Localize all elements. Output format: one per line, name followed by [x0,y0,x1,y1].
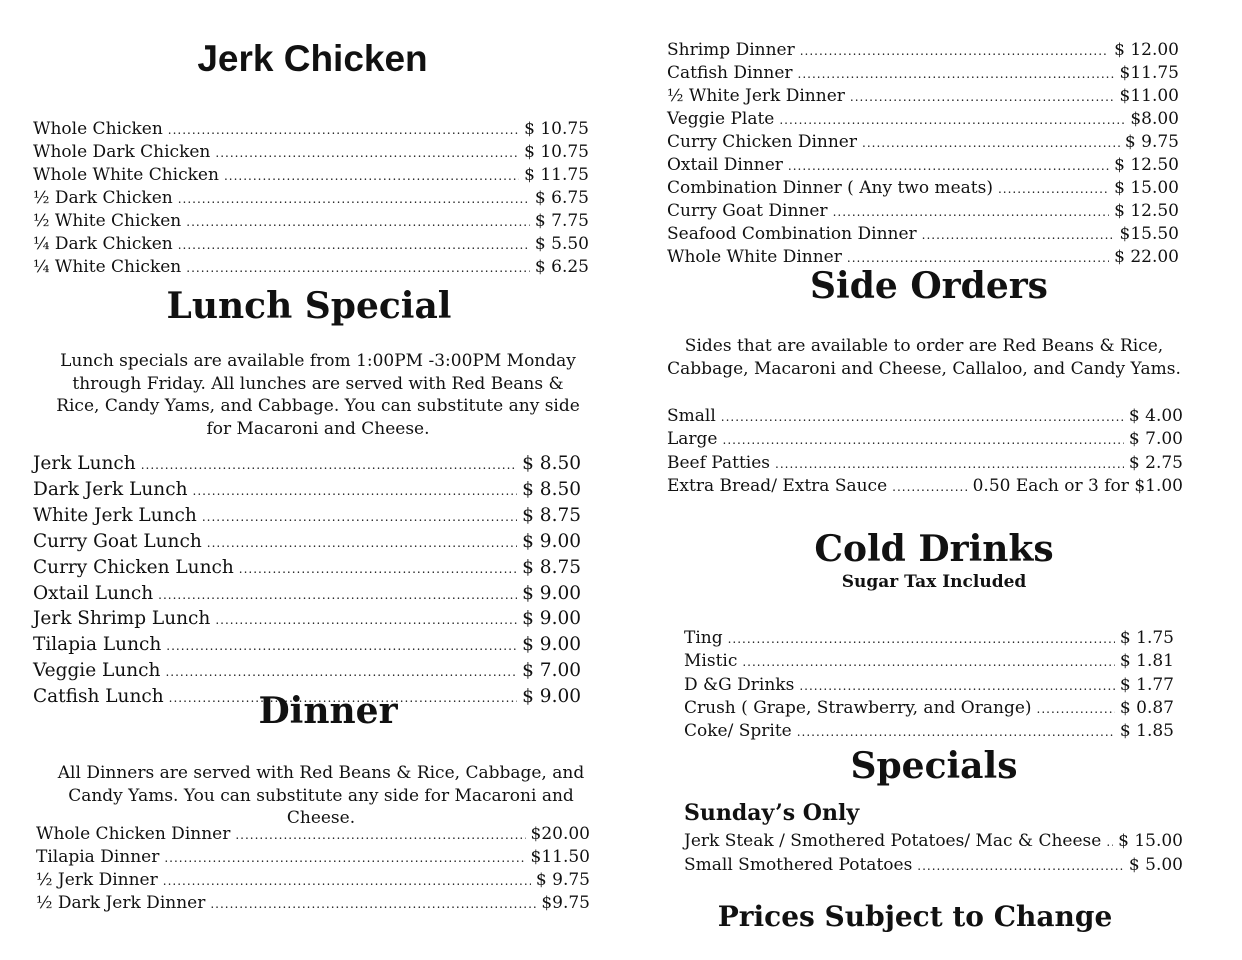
item-name: Ting [684,628,723,648]
dinner-item [667,85,1179,108]
item-price: $ 7.00 [522,660,581,682]
item-price: $ 9.00 [522,634,581,656]
jerk-chicken-item [33,210,589,233]
drink-item [684,720,1174,743]
dot-leader [215,142,519,164]
dot-leader [210,893,536,915]
cold-drinks-heading: Cold Drinks [814,528,1054,570]
item-name: Curry Goat Dinner [667,201,828,221]
side-orders-list [667,405,1183,498]
item-price: $ 8.75 [522,556,581,578]
dot-leader [178,188,530,210]
side-order-item [667,428,1183,451]
jerk-chicken-item [33,164,589,187]
cold-drinks-subtitle: Sugar Tax Included [841,572,1027,592]
item-name: Dark Jerk Lunch [33,478,188,500]
item-price: $ 9.00 [522,686,581,708]
item-name: Whole Chicken Dinner [36,824,231,844]
dot-leader [186,211,530,233]
specials-heading: Specials [850,745,1018,787]
dot-leader [788,155,1109,177]
dinner-item [667,154,1179,177]
dot-leader [202,506,517,530]
item-price: $ 10.75 [524,142,589,162]
item-name: Crush ( Grape, Strawberry, and Orange) [684,697,1032,718]
item-name: Whole Dark Chicken [33,142,211,162]
drink-item [684,627,1174,650]
item-name: Small [667,406,716,426]
item-name: Veggie Lunch [33,660,161,682]
dinner-item [36,869,590,892]
item-price: $ 2.75 [1128,452,1183,473]
item-name: Oxtail Dinner [667,155,783,175]
dot-leader [164,847,525,869]
lunch-item [33,452,581,478]
item-price: $ 7.75 [534,211,589,231]
drink-item [684,697,1174,720]
dot-leader [742,651,1115,673]
lunch-item [33,659,581,685]
jerk-chicken-item [33,256,589,279]
item-price: $11.75 [1119,63,1179,83]
sundays-only-subheading: Sunday’s Only [684,800,860,826]
item-name: Curry Chicken Lunch [33,556,234,578]
specials-list [684,830,1183,877]
side-order-item [667,405,1183,428]
item-price: $ 5.50 [534,234,589,254]
dot-leader [721,406,1124,428]
lunch-special-description: Lunch specials are available from 1:00PM -3:00PM Monday through Friday. All lunches are served with Red Beans & Rice, Candy Yams, and Cabbage. You can substitute any side for Macaroni and Cheese. [56,351,580,439]
item-price: $ 15.00 [1114,178,1179,198]
side-orders-heading: Side Orders [810,265,1048,307]
dinner-heading: Dinner [258,690,398,732]
dot-leader [728,628,1115,650]
prices-note: Prices Subject to Change [717,900,1113,933]
item-price: $ 15.00 [1118,831,1183,851]
dot-leader [797,721,1115,743]
item-name: Curry Goat Lunch [33,530,202,552]
item-name: Seafood Combination Dinner [667,224,917,244]
item-name: Combination Dinner ( Any two meats) [667,178,993,198]
lunch-item [33,633,581,659]
dot-leader [207,532,517,556]
item-price: 0.50 Each or 3 for $1.00 [972,475,1183,496]
item-name: ¼ Dark Chicken [33,234,173,254]
dot-leader [798,63,1115,85]
lunch-item [33,478,581,504]
dinner-item [667,108,1179,131]
jerk-chicken-item [33,187,589,210]
drink-item [684,674,1174,697]
item-name: Catfish Lunch [33,686,164,708]
dot-leader [922,224,1115,246]
item-price: $ 9.00 [522,608,581,630]
item-name: ½ White Chicken [33,211,182,231]
item-name: Curry Chicken Dinner [667,132,857,152]
special-item [684,830,1183,854]
dot-leader [1037,698,1115,720]
item-price: $ 6.75 [534,188,589,208]
item-price: $ 7.00 [1128,429,1183,450]
item-price: $11.50 [530,847,590,867]
item-price: $ 1.77 [1119,674,1174,695]
item-name: Catfish Dinner [667,63,793,83]
jerk-chicken-item [33,141,589,164]
item-name: ½ White Jerk Dinner [667,86,845,106]
dot-leader [235,824,525,846]
dinner-item [667,62,1179,85]
item-price: $ 12.00 [1114,40,1179,60]
dinner-item [667,39,1179,62]
item-price: $11.00 [1119,86,1179,106]
dot-leader [163,870,531,892]
item-name: Mistic [684,651,738,672]
item-name: Jerk Lunch [33,453,136,474]
item-name: Large [667,429,718,450]
dinner-item [667,131,1179,154]
item-price: $ 4.00 [1128,406,1183,426]
item-name: Coke/ Sprite [684,721,792,742]
item-price: $ 0.87 [1119,697,1174,718]
item-price: $ 9.00 [522,530,581,552]
item-name: Extra Bread/ Extra Sauce [667,475,888,496]
dot-leader [193,480,518,504]
item-price: $ 9.75 [1124,132,1179,152]
item-price: $ 9.75 [535,870,590,890]
item-price: $ 10.75 [524,119,589,139]
dot-leader [775,453,1124,475]
lunch-item [33,582,581,608]
lunch-item [33,607,581,633]
dot-leader [166,635,517,659]
item-name: Oxtail Lunch [33,582,154,604]
special-item [684,854,1183,878]
item-price: $ 1.85 [1119,721,1174,742]
dot-leader [165,661,517,685]
item-price: $ 9.00 [522,582,581,604]
dot-leader [1106,831,1113,854]
item-name: ¼ White Chicken [33,257,182,277]
item-price: $ 11.75 [524,165,589,185]
jerk-chicken-heading: Jerk Chicken [197,38,428,79]
item-price: $ 8.75 [522,504,581,526]
dot-leader [799,675,1115,697]
drink-item [684,650,1174,673]
dot-leader [141,454,517,478]
dinner-description: All Dinners are served with Red Beans & Rice, Cabbage, and Candy Yams. You can substitute any side for Macaroni and Cheese. [57,763,585,828]
item-price: $9.75 [541,893,590,913]
item-price: $ 8.50 [522,453,581,474]
dinner-item [667,200,1179,223]
lunch-item [33,530,581,556]
dinner-item [667,177,1179,200]
lunch-special-list [33,452,581,711]
item-name: ½ Dark Jerk Dinner [36,893,206,913]
dot-leader [833,201,1110,223]
side-order-item [667,452,1183,475]
lunch-item [33,504,581,530]
item-name: ½ Jerk Dinner [36,870,158,890]
item-name: Whole White Dinner [667,247,842,267]
dinner-item [36,823,590,846]
item-price: $ 5.00 [1128,854,1183,875]
dot-leader [168,119,519,141]
dinner-list-continued [667,39,1179,269]
item-price: $ 6.25 [534,257,589,277]
dot-leader [158,584,517,608]
item-price: $ 12.50 [1114,201,1179,221]
dinner-list [36,823,590,915]
jerk-chicken-item [33,233,589,256]
dot-leader [224,165,519,187]
side-orders-description: Sides that are available to order are Red Beans & Rice, Cabbage, Macaroni and Cheese, Callaloo, and Candy Yams. [667,336,1181,379]
lunch-item [33,556,581,582]
dot-leader [892,476,967,498]
item-name: Tilapia Dinner [36,847,160,867]
item-price: $ 22.00 [1114,247,1179,267]
lunch-special-heading: Lunch Special [166,285,452,327]
item-name: Veggie Plate [667,109,775,129]
dot-leader [850,86,1115,108]
item-name: ½ Dark Chicken [33,188,173,208]
dot-leader [998,178,1109,200]
item-price: $15.50 [1119,224,1179,244]
dot-leader [917,855,1124,878]
side-order-item [667,475,1183,498]
cold-drinks-list [684,627,1174,743]
dot-leader [178,234,530,256]
dinner-item [667,223,1179,246]
item-name: Tilapia Lunch [33,634,162,656]
dot-leader [800,40,1109,62]
dot-leader [215,609,517,633]
item-price: $ 1.75 [1119,628,1174,648]
item-name: Jerk Shrimp Lunch [33,608,211,630]
dinner-item [36,846,590,869]
item-name: Jerk Steak / Smothered Potatoes/ Mac & Cheese [684,831,1102,851]
dot-leader [723,429,1124,451]
dot-leader [239,558,517,582]
item-price: $ 8.50 [522,478,581,500]
jerk-chicken-item [33,118,589,141]
dot-leader [186,257,530,279]
item-price: $ 12.50 [1114,155,1179,175]
jerk-chicken-list [33,118,589,279]
item-name: Shrimp Dinner [667,40,795,60]
item-price: $8.00 [1130,109,1179,129]
item-name: Beef Patties [667,452,771,473]
item-price: $ 1.81 [1119,651,1174,672]
item-name: Small Smothered Potatoes [684,854,913,875]
item-name: Whole Chicken [33,119,163,139]
item-name: D &G Drinks [684,674,795,695]
dot-leader [862,132,1120,154]
item-name: Whole White Chicken [33,165,219,185]
item-price: $20.00 [530,824,590,844]
item-name: White Jerk Lunch [33,504,197,526]
dinner-item [36,892,590,915]
dot-leader [779,109,1125,131]
